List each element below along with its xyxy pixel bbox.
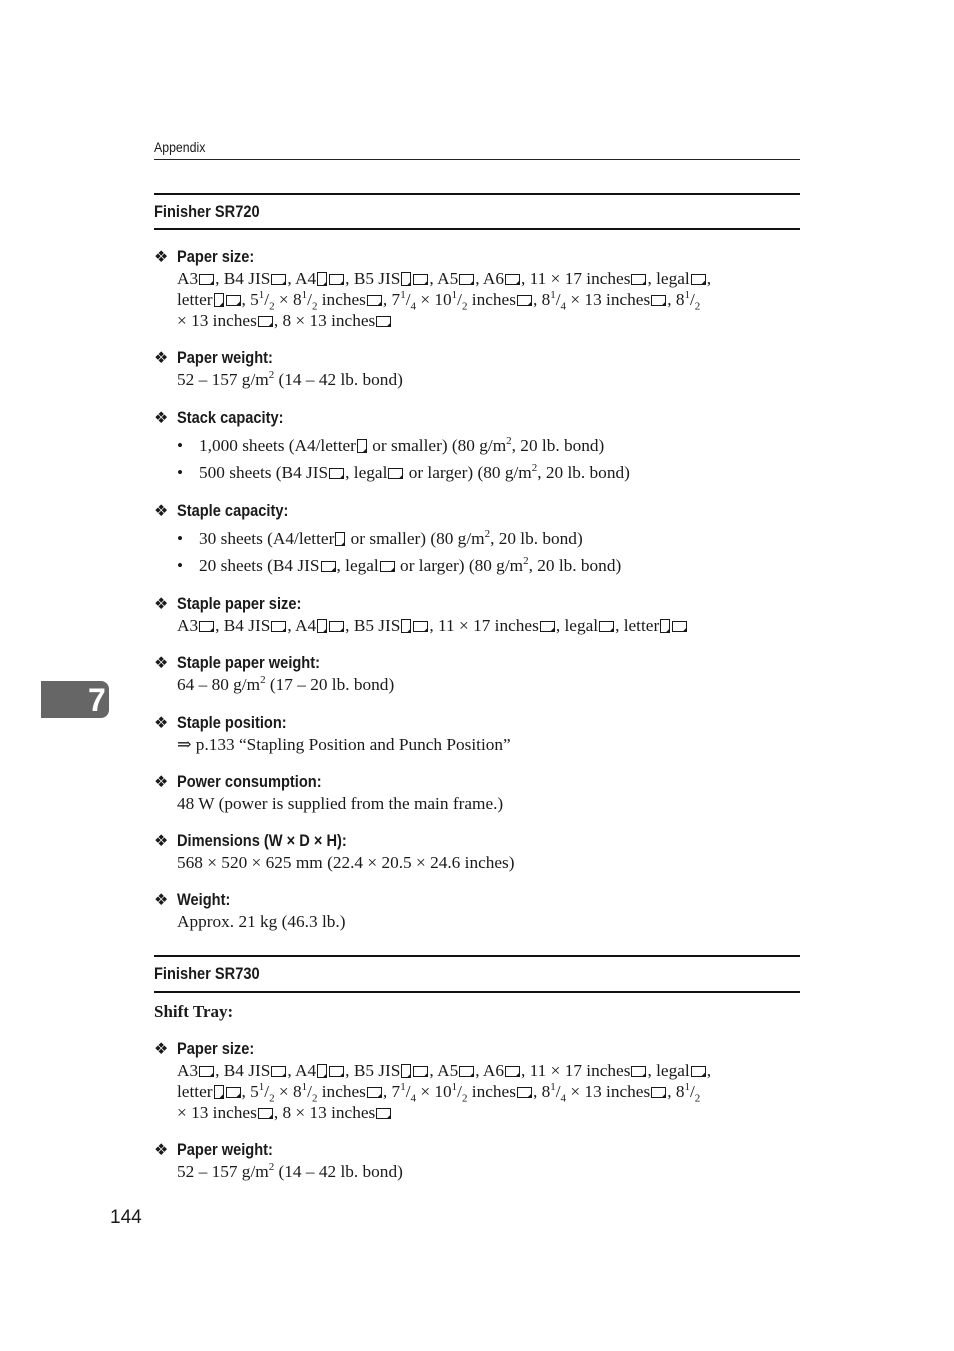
landscape-feed-icon	[540, 621, 555, 632]
spec-value	[177, 1060, 804, 1123]
diamond-bullet-icon: ❖	[154, 410, 169, 427]
text-line: letter , $5^1/_2 \times 8^1/_2$ inches , $7^1/_4 \times 10^1/_2$ inches , $8^1/_4 \times 13$ inches , $8^1/_2$	[177, 289, 701, 313]
landscape-feed-icon	[631, 1066, 646, 1077]
spec-value: 568 × 520 × 625 mm (22.4 × 20.5 × 24.6 inches)	[177, 853, 515, 872]
diamond-bullet-icon: ❖	[154, 350, 169, 367]
chapter-tab	[41, 681, 109, 718]
landscape-feed-icon	[505, 1066, 520, 1077]
section-heading-sr730	[154, 955, 800, 993]
page-number: 144	[110, 1207, 142, 1228]
spec-value: 64 – 80 $g/m^2$ (17 – 20 lb. bond)	[177, 674, 395, 694]
diamond-bullet-icon: ❖	[154, 892, 169, 909]
landscape-feed-icon	[517, 1087, 532, 1098]
chapter-number: 7	[88, 682, 106, 718]
landscape-feed-icon	[651, 1087, 666, 1098]
spec-staple-position	[154, 712, 804, 755]
landscape-feed-icon	[199, 1066, 214, 1077]
landscape-feed-icon	[271, 1066, 286, 1077]
spec-value: 52 – 157 $g/m^2$ (14 – 42 lb. bond)	[177, 369, 403, 389]
portrait-feed-icon	[401, 1064, 411, 1078]
spec-value: 52 – 157 $g/m^2$ (14 – 42 lb. bond)	[177, 1161, 403, 1181]
landscape-feed-icon	[271, 274, 286, 285]
portrait-feed-icon	[401, 272, 411, 286]
portrait-feed-icon	[317, 1064, 327, 1078]
spec-label: Power consumption:	[177, 772, 322, 791]
spec-label: Weight:	[177, 890, 231, 909]
landscape-feed-icon	[199, 621, 214, 632]
spec-value: A3 , B4 JIS , A4 , B5 JIS , 11 × 17 inches , legal , letter	[177, 615, 804, 636]
portrait-feed-icon	[317, 619, 327, 633]
spec-weight	[154, 889, 804, 932]
diamond-bullet-icon: ❖	[154, 596, 169, 613]
diamond-bullet-icon: ❖	[154, 655, 169, 672]
landscape-feed-icon	[672, 621, 687, 632]
landscape-feed-icon	[271, 621, 286, 632]
text-line: × 13 inches , 8 × 13 inches	[177, 1102, 804, 1123]
spec-label: Paper size:	[177, 1039, 255, 1058]
landscape-feed-icon	[367, 295, 382, 306]
landscape-feed-icon	[329, 621, 344, 632]
diamond-bullet-icon: ❖	[154, 833, 169, 850]
landscape-feed-icon	[505, 274, 520, 285]
spec-paper-size	[154, 1038, 804, 1123]
spec-label: Paper weight:	[177, 1140, 273, 1159]
text-line: A3 , B4 JIS , A4 , B5 JIS , A5 , A6 , 11 × 17 inches , legal ,	[177, 1061, 712, 1080]
spec-paper-weight	[154, 347, 804, 390]
landscape-feed-icon	[599, 621, 614, 632]
landscape-feed-icon	[413, 274, 428, 285]
spec-label: Staple paper size:	[177, 594, 302, 613]
landscape-feed-icon	[258, 1108, 273, 1119]
landscape-feed-icon	[329, 1066, 344, 1077]
diamond-bullet-icon: ❖	[154, 1041, 169, 1058]
spec-staple-paper-size	[154, 593, 804, 636]
cross-reference-link[interactable]: ⇒ p.133 “Stapling Position and Punch Position”	[177, 735, 511, 754]
spec-stack-capacity	[154, 407, 804, 486]
spec-label: Paper weight:	[177, 348, 273, 367]
text-line: letter , $5^1/_2 \times 8^1/_2$ inches , $7^1/_4 \times 10^1/_2$ inches , $8^1/_4 \times 13$ inches , $8^1/_2$	[177, 1081, 701, 1105]
landscape-feed-icon	[388, 468, 403, 479]
landscape-feed-icon	[199, 274, 214, 285]
spec-value	[177, 268, 804, 331]
landscape-feed-icon	[376, 316, 391, 327]
spec-dimensions	[154, 830, 804, 873]
landscape-feed-icon	[321, 561, 336, 572]
spec-label: Staple position:	[177, 713, 287, 732]
landscape-feed-icon	[329, 274, 344, 285]
portrait-feed-icon	[335, 532, 345, 546]
landscape-feed-icon	[329, 468, 344, 479]
bullet-item: • 30 sheets (A4/letter or smaller) (80 $g/m^2$, 20 lb. bond)	[177, 528, 583, 548]
landscape-feed-icon	[459, 1066, 474, 1077]
landscape-feed-icon	[459, 274, 474, 285]
spec-label: Staple capacity:	[177, 501, 289, 520]
portrait-feed-icon	[357, 439, 367, 453]
landscape-feed-icon	[631, 274, 646, 285]
portrait-feed-icon	[214, 1085, 224, 1099]
landscape-feed-icon	[413, 1066, 428, 1077]
landscape-feed-icon	[691, 274, 706, 285]
spec-staple-paper-weight	[154, 652, 804, 695]
spec-label: Paper size:	[177, 247, 255, 266]
spec-value: Approx. 21 kg (46.3 lb.)	[177, 912, 346, 931]
section-title: Finisher SR730	[154, 964, 260, 983]
diamond-bullet-icon: ❖	[154, 715, 169, 732]
bullet-item: • 500 sheets (B4 JIS , legal or larger) (80 $g/m^2$, 20 lb. bond)	[177, 462, 630, 482]
header-rule	[154, 159, 800, 160]
subsection-heading: Shift Tray:	[154, 1002, 234, 1021]
diamond-bullet-icon: ❖	[154, 774, 169, 791]
bullet-item: • 1,000 sheets (A4/letter or smaller) (80 $g/m^2$, 20 lb. bond)	[177, 435, 605, 455]
landscape-feed-icon	[691, 1066, 706, 1077]
landscape-feed-icon	[376, 1108, 391, 1119]
landscape-feed-icon	[226, 295, 241, 306]
spec-label: Dimensions (W × D × H):	[177, 831, 347, 850]
landscape-feed-icon	[226, 1087, 241, 1098]
landscape-feed-icon	[413, 621, 428, 632]
spec-power-consumption	[154, 771, 804, 814]
landscape-feed-icon	[258, 316, 273, 327]
diamond-bullet-icon: ❖	[154, 1142, 169, 1159]
diamond-bullet-icon: ❖	[154, 249, 169, 266]
portrait-feed-icon	[401, 619, 411, 633]
text-line: × 13 inches , 8 × 13 inches	[177, 310, 804, 331]
landscape-feed-icon	[517, 295, 532, 306]
landscape-feed-icon	[651, 295, 666, 306]
section-heading-sr720	[154, 193, 800, 230]
spec-staple-capacity	[154, 500, 804, 579]
portrait-feed-icon	[660, 619, 670, 633]
spec-paper-weight	[154, 1139, 804, 1182]
spec-paper-size	[154, 246, 804, 331]
spec-value: 48 W (power is supplied from the main frame.)	[177, 794, 504, 813]
spec-label: Stack capacity:	[177, 408, 284, 427]
landscape-feed-icon	[380, 561, 395, 572]
landscape-feed-icon	[367, 1087, 382, 1098]
text-line: A3 , B4 JIS , A4 , B5 JIS , A5 , A6 , 11 × 17 inches , legal ,	[177, 269, 712, 288]
running-header: Appendix	[154, 139, 206, 155]
portrait-feed-icon	[317, 272, 327, 286]
portrait-feed-icon	[214, 293, 224, 307]
spec-label: Staple paper weight:	[177, 653, 320, 672]
diamond-bullet-icon: ❖	[154, 503, 169, 520]
bullet-item: • 20 sheets (B4 JIS , legal or larger) (80 $g/m^2$, 20 lb. bond)	[177, 555, 622, 575]
section-title: Finisher SR720	[154, 202, 260, 221]
